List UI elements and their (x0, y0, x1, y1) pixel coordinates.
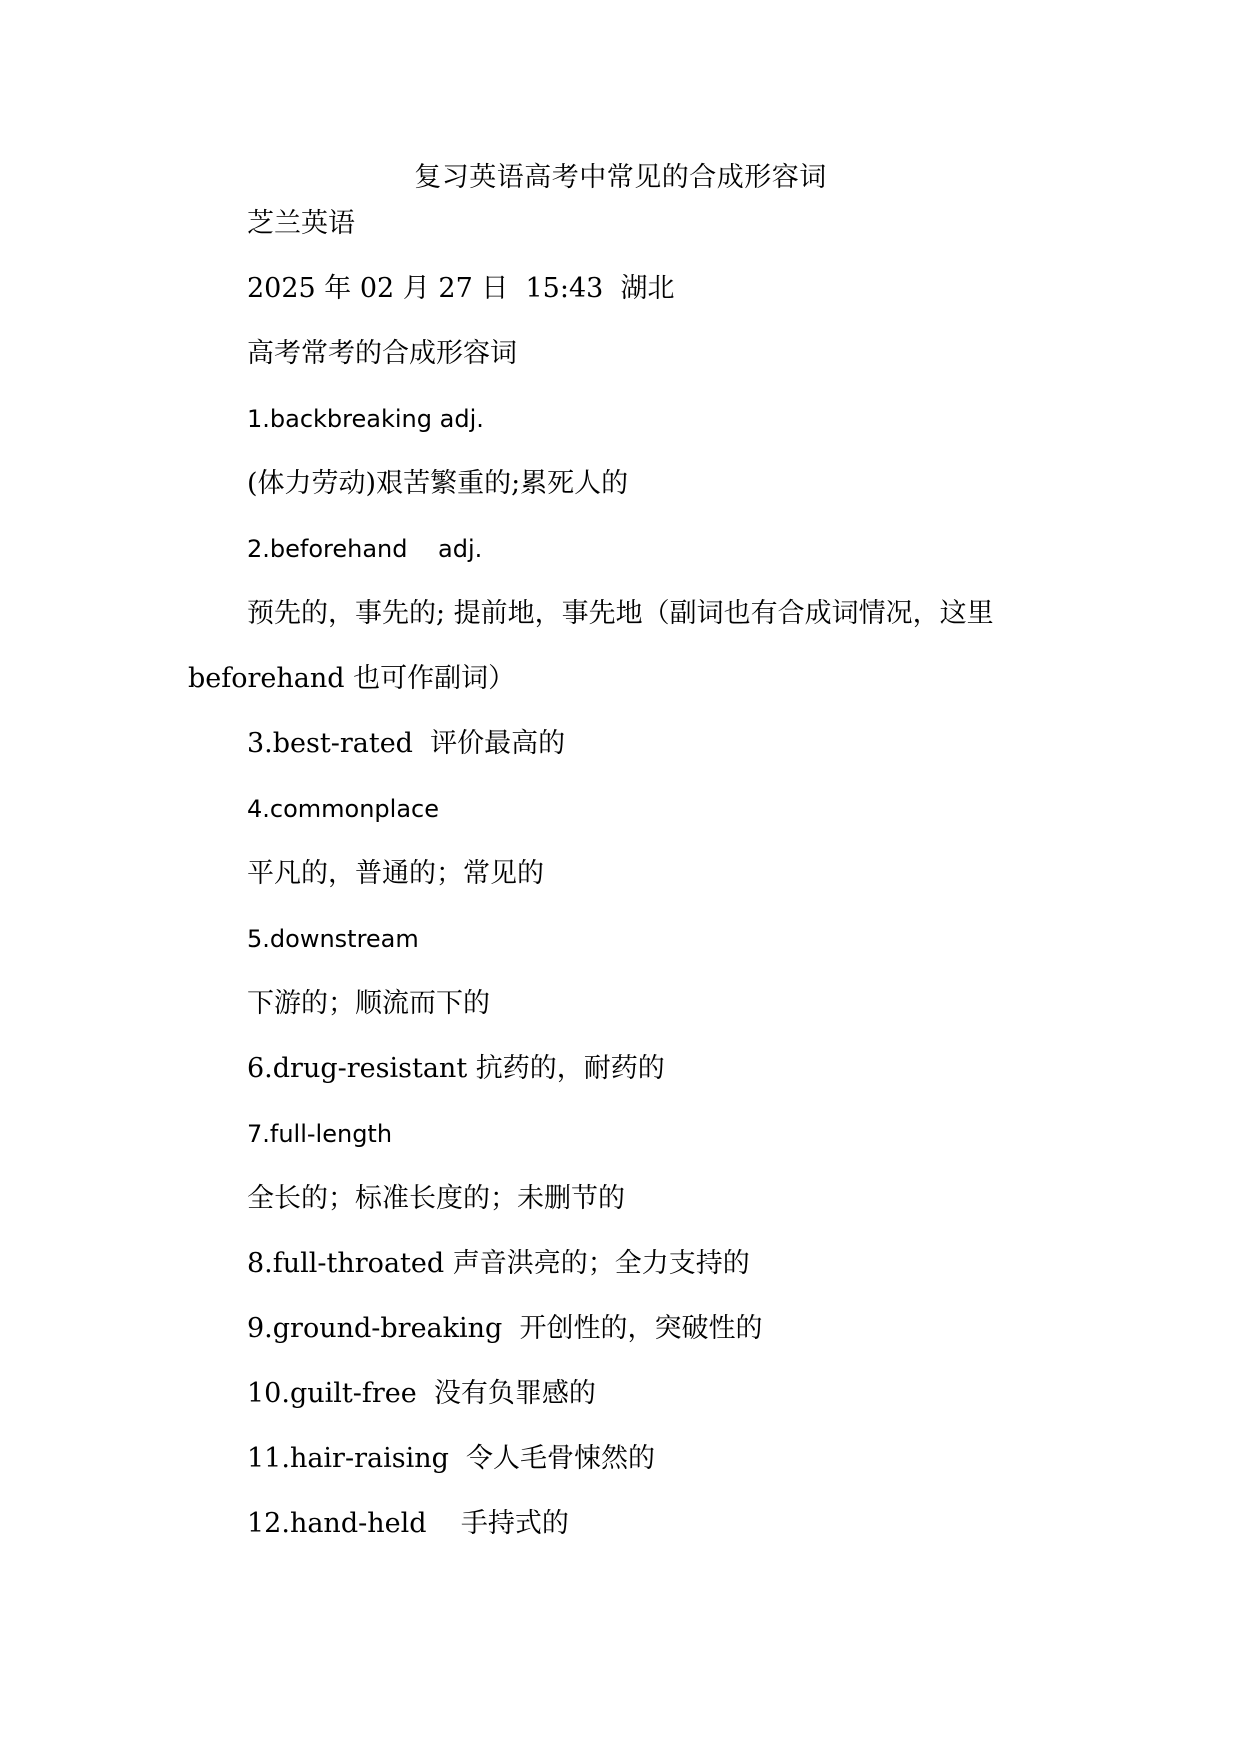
entry-7-definition: 全长的；标准长度的；未删节的 (247, 1183, 625, 1214)
entry-7-term: 7.full-length (247, 1120, 393, 1148)
entry-4-term: 4.commonplace (247, 795, 439, 823)
section-heading: 高考常考的合成形容词 (247, 338, 517, 369)
entry-3: 3.best-rated 评价最高的 (247, 728, 566, 759)
document-title: 复习英语高考中常见的合成形容词 (414, 162, 827, 193)
entry-2-definition-cont: beforehand 也可作副词） (188, 663, 516, 694)
entry-8: 8.full-throated 声音洪亮的；全力支持的 (247, 1248, 750, 1279)
entry-11: 11.hair-raising 令人毛骨悚然的 (247, 1443, 656, 1474)
entry-12: 12.hand-held 手持式的 (247, 1508, 569, 1539)
entry-2-term: 2.beforehand adj. (247, 535, 483, 563)
entry-1-term: 1.backbreaking adj. (247, 405, 484, 433)
entry-5-term: 5.downstream (247, 925, 419, 953)
entry-1-definition: (体力劳动)艰苦繁重的;累死人的 (247, 468, 629, 499)
entry-2-definition: 预先的，事先的; 提前地，事先地（副词也有合成词情况，这里 (247, 598, 994, 629)
entry-5-definition: 下游的；顺流而下的 (247, 988, 490, 1019)
date-line: 2025 年 02 月 27 日 15:43 湖北 (247, 273, 675, 304)
entry-10: 10.guilt-free 没有负罪感的 (247, 1378, 596, 1409)
author-line: 芝兰英语 (247, 208, 355, 239)
entry-4-definition: 平凡的，普通的；常见的 (247, 858, 544, 889)
entry-9: 9.ground-breaking 开创性的，突破性的 (247, 1313, 763, 1344)
entry-6: 6.drug-resistant 抗药的，耐药的 (247, 1053, 665, 1084)
